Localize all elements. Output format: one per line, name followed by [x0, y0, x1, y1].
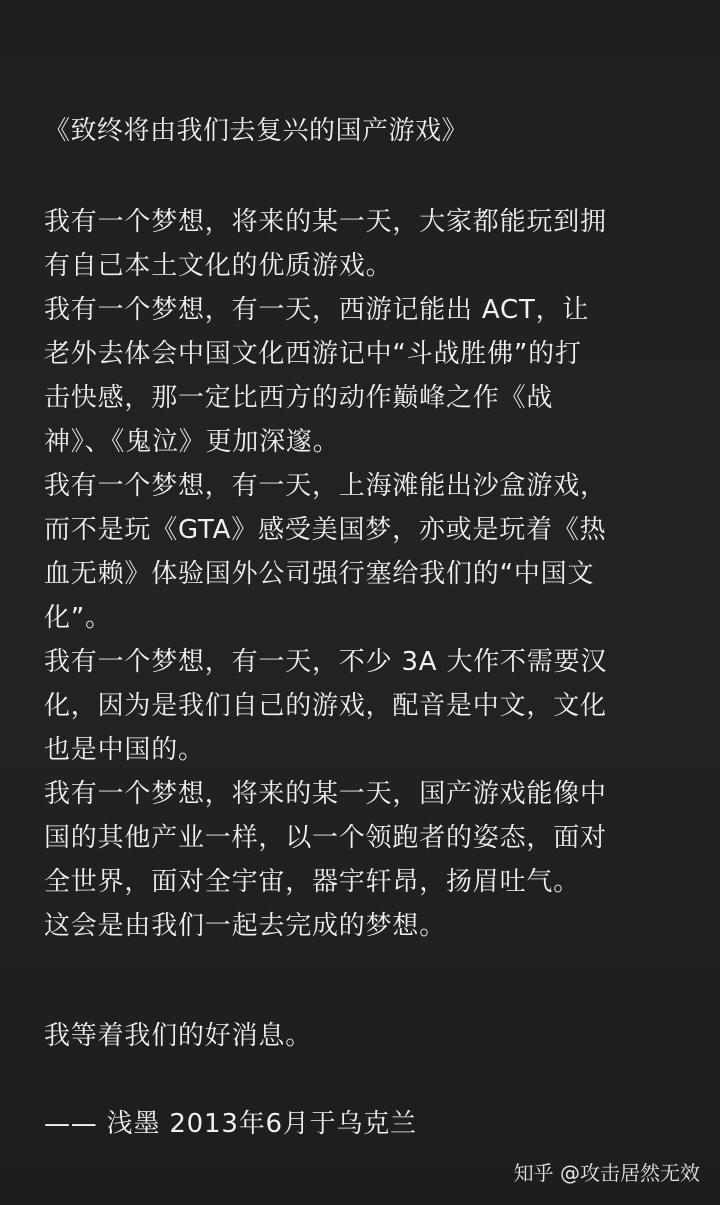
paragraph-line: 化”。: [44, 603, 112, 633]
paragraph-line: 击快感，那一定比西方的动作巅峰之作《战: [44, 383, 554, 413]
paragraph-line: 化，因为是我们自己的游戏，配音是中文，文化: [44, 691, 607, 721]
paragraph-line: 我有一个梦想，有一天，西游记能出 ACT，让: [44, 295, 590, 325]
zhihu-watermark: 知乎 @攻击居然无效: [513, 1161, 700, 1185]
paragraph-line: 也是中国的。: [44, 735, 205, 765]
signature-text: —— 浅墨 2013年6月于乌克兰: [44, 1109, 417, 1139]
paragraph-line: 我有一个梦想，有一天，不少 3A 大作不需要汉: [44, 647, 608, 677]
paragraph-line: 这会是由我们一起去完成的梦想。: [44, 911, 447, 941]
paragraph-line: 我有一个梦想，将来的某一天，国产游戏能像中: [44, 779, 607, 809]
paragraph-1: [44, 200, 607, 288]
paragraph-line: 全世界，面对全宇宙，器宇轩昂，扬眉吐气。: [44, 867, 581, 897]
closing-line: [44, 1014, 312, 1058]
paragraph-line: 我有一个梦想，有一天，上海滩能出沙盒游戏，: [44, 471, 607, 501]
closing-text: 我等着我们的好消息。: [44, 1021, 313, 1051]
paragraph-line: 血无赖》体验国外公司强行塞给我们的“中国文: [44, 559, 595, 589]
paragraph-4: [44, 640, 607, 772]
paragraph-5: [44, 772, 607, 948]
paragraph-line: 国的其他产业一样，以一个领跑者的姿态，面对: [44, 823, 607, 853]
paragraph-line: 而不是玩《GTA》感受美国梦，亦或是玩着《热: [44, 515, 607, 545]
paragraph-line: 我有一个梦想，将来的某一天，大家都能玩到拥: [44, 207, 607, 237]
paragraph-line: 神》、《鬼泣》更加深邃。: [44, 427, 340, 457]
paragraph-line: 老外去体会中国文化西游记中“斗战胜佛”的打: [44, 339, 582, 369]
paragraph-3: [44, 464, 607, 640]
paragraph-2: [44, 288, 589, 464]
paragraph-line: 有自己本土文化的优质游戏。: [44, 251, 393, 281]
document-title: 《致终将由我们去复兴的国产游戏》: [44, 116, 469, 146]
signature-line: [44, 1102, 417, 1146]
